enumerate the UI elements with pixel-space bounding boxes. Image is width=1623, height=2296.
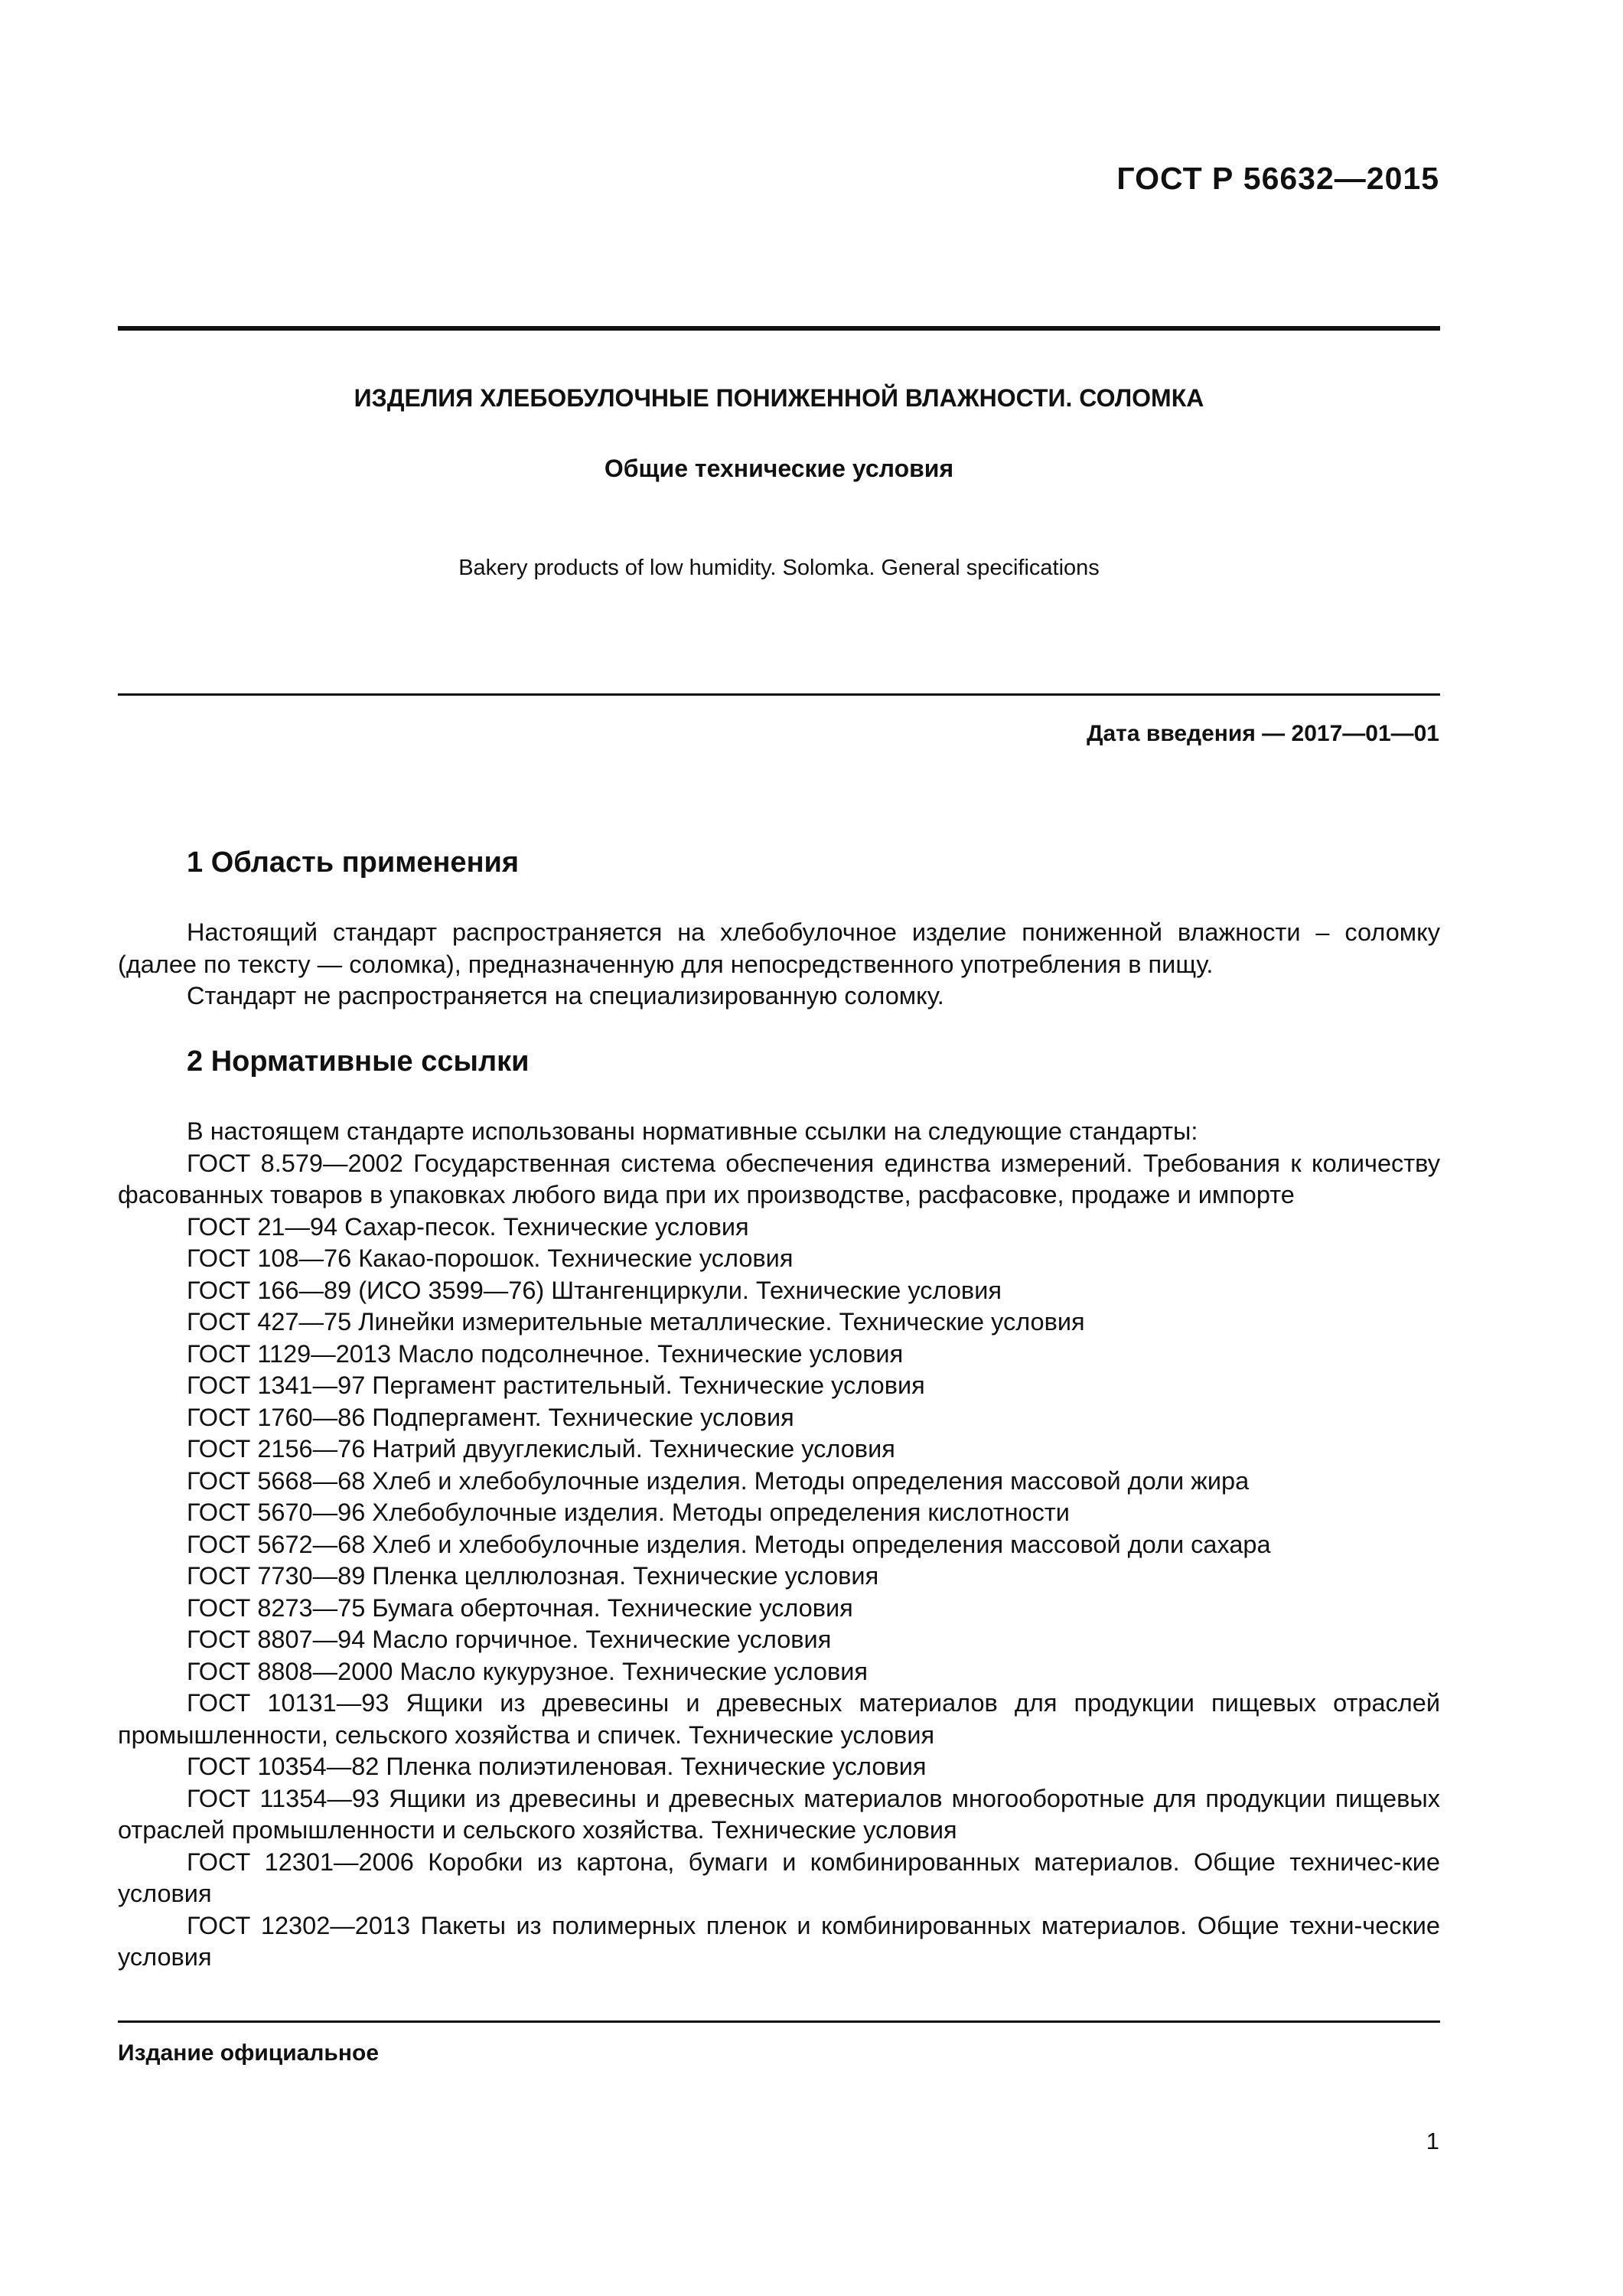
document-title: ИЗДЕЛИЯ ХЛЕБОБУЛОЧНЫЕ ПОНИЖЕННОЙ ВЛАЖНОСТИ. СОЛОМКА xyxy=(354,384,1204,412)
reference-item: ГОСТ 12302—2013 Пакеты из полимерных пленок и комбинированных материалов. Общие техни-ческие условия xyxy=(118,1911,1440,1971)
page-number: 1 xyxy=(1426,2128,1439,2154)
reference-item: ГОСТ 11354—93 Ящики из древесины и древесных материалов многооборотные для продукции пищевых отраслей промышленности и сельского хозяйства. Технические условия xyxy=(118,1784,1440,1844)
section-heading-normative-references: 2 Нормативные ссылки xyxy=(187,1045,530,1078)
reference-item: ГОСТ 427—75 Линейки измерительные металлические. Технические условия xyxy=(187,1308,1085,1336)
reference-item: ГОСТ 10131—93 Ящики из древесины и древесных материалов для продукции пищевых отраслей промышленности, сельского хозяйства и спичек. Технические условия xyxy=(118,1689,1440,1749)
section-heading-scope: 1 Область применения xyxy=(187,846,520,879)
reference-item: ГОСТ 1760—86 Подпергамент. Технические условия xyxy=(187,1403,794,1431)
paragraph: Настоящий стандарт распространяется на хлебобулочное изделие пониженной влажности – соломку (далее по тексту — соломка), предназначенную для непосредственного употребления в пищу. xyxy=(118,918,1440,978)
section-body-normative-references xyxy=(118,1116,1440,1974)
paragraph: Стандарт не распространяется на специализированную соломку. xyxy=(187,982,944,1009)
reference-item: ГОСТ 2156—76 Натрий двууглекислый. Технические условия xyxy=(187,1435,895,1463)
divider-thick xyxy=(118,326,1440,331)
gost-number: ГОСТ Р 56632—2015 xyxy=(1116,161,1439,196)
reference-item: ГОСТ 5672—68 Хлеб и хлебобулочные изделия. Методы определения массовой доли сахара xyxy=(187,1530,1271,1558)
reference-item: ГОСТ 7730—89 Пленка целлюлозная. Технические условия xyxy=(187,1562,879,1590)
divider xyxy=(118,2020,1440,2023)
reference-item: ГОСТ 5668—68 Хлеб и хлебобулочные изделия. Методы определения массовой доли жира xyxy=(187,1466,1250,1495)
section-body-scope xyxy=(118,917,1440,1013)
reference-item: ГОСТ 5670—96 Хлебобулочные изделия. Методы определения кислотности xyxy=(187,1499,1070,1526)
reference-item: ГОСТ 12301—2006 Коробки из картона, бумаги и комбинированных материалов. Общие техничес-кие условия xyxy=(118,1848,1440,1907)
reference-item: ГОСТ 21—94 Сахар-песок. Технические условия xyxy=(187,1212,749,1241)
reference-item: ГОСТ 8807—94 Масло горчичное. Технические условия xyxy=(187,1626,832,1653)
reference-item: ГОСТ 108—76 Какао-порошок. Технические условия xyxy=(187,1244,794,1272)
reference-item: ГОСТ 10354—82 Пленка полиэтиленовая. Технические условия xyxy=(187,1753,927,1780)
paragraph: В настоящем стандарте использованы нормативные ссылки на следующие стандарты: xyxy=(187,1117,1198,1145)
document-subtitle: Общие технические условия xyxy=(604,455,954,482)
reference-item: ГОСТ 1341—97 Пергамент растительный. Технические условия xyxy=(187,1371,925,1399)
reference-item: ГОСТ 8273—75 Бумага оберточная. Технические условия xyxy=(187,1593,853,1622)
divider xyxy=(118,693,1440,696)
official-edition-label: Издание официальное xyxy=(118,2040,380,2066)
introduction-date: Дата введения — 2017—01—01 xyxy=(1087,721,1439,746)
reference-item: ГОСТ 1129—2013 Масло подсолнечное. Технические условия xyxy=(187,1339,904,1368)
document-english-title: Bakery products of low humidity. Solomka. General specifications xyxy=(458,556,1100,580)
reference-item: ГОСТ 8808—2000 Масло кукурузное. Технические условия xyxy=(187,1657,869,1685)
reference-item: ГОСТ 8.579—2002 Государственная система обеспечения единства измерений. Требования к количеству фасованных товаров в упаковках любого вида при их производстве, расфасовке, продаже и импорте xyxy=(118,1149,1440,1208)
reference-item: ГОСТ 166—89 (ИСО 3599—76) Штангенциркули. Технические условия xyxy=(187,1276,1002,1304)
